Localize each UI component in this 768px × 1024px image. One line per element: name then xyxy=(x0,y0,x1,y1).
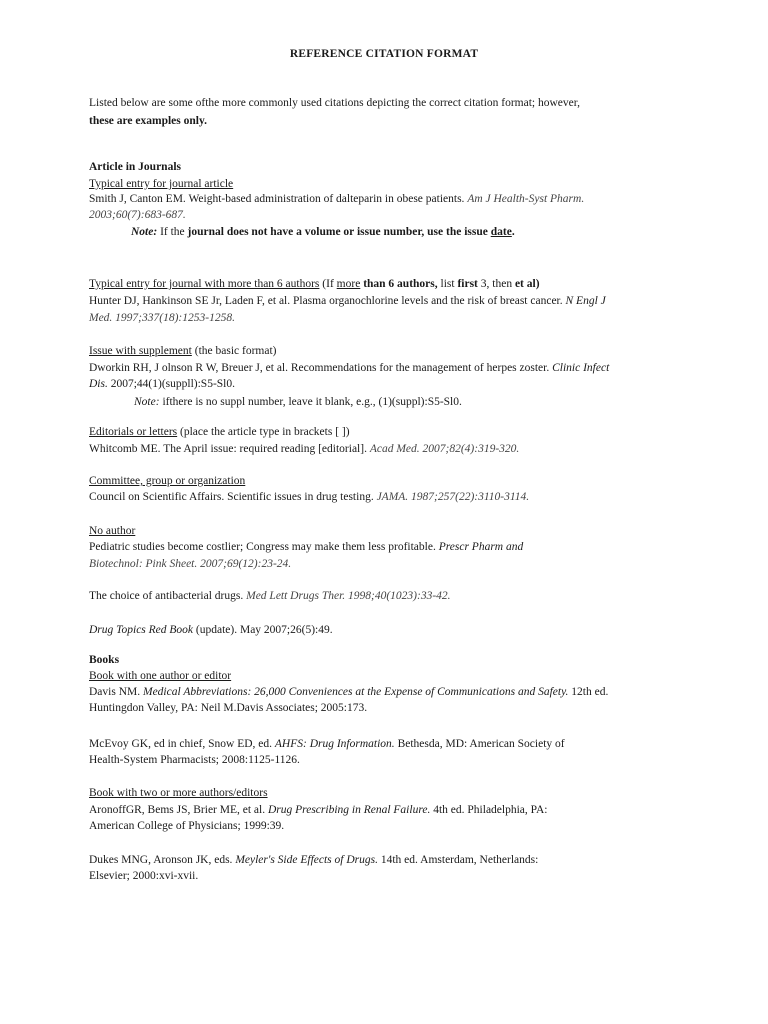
subheading-one-author: Book with one author or editor xyxy=(89,670,232,682)
citation-aronoff: AronoffGR, Bems JS, Brier ME, et al. Drug Prescribing in Renal Failure. 4th ed. Philadelphia, PA: xyxy=(89,804,548,816)
citation-mcevoy: McEvoy GK, ed in chief, Snow ED, ed. AHFS: Drug Information. Bethesda, MD: American Society of xyxy=(89,738,565,750)
subheading-typical-entry: Typical entry for journal article xyxy=(89,178,234,190)
subheading-six-authors: Typical entry for journal with more than 6 authors (If more than 6 authors, list first 3, then et al) xyxy=(89,278,540,290)
citation-davis-line-2: Huntingdon Valley, PA: Neil M.Davis Associates; 2005:173. xyxy=(89,702,368,714)
citation-red-book: Drug Topics Red Book (update). May 2007;26(5):49. xyxy=(89,624,333,636)
citation-smith: Smith J, Canton EM. Weight-based administration of dalteparin in obese patients. Am J Health-Syst Pharm. xyxy=(89,193,585,205)
section-heading-books: Books xyxy=(89,654,120,666)
page-title: REFERENCE CITATION FORMAT xyxy=(289,48,479,60)
citation-aronoff-line-2: American College of Physicians; 1999:39. xyxy=(89,820,285,832)
citation-dukes: Dukes MNG, Aronson JK, eds. Meyler's Side Effects of Drugs. 14th ed. Amsterdam, Netherlands: xyxy=(89,854,539,866)
citation-hunter-line-2: Med. 1997;337(18):1253-1258. xyxy=(89,312,235,324)
citation-dworkin: Dworkin RH, J olnson R W, Breuer J, et al. Recommendations for the management of herpes zoster. Clinic Infect xyxy=(89,362,610,374)
citation-dukes-line-2: Elsevier; 2000:xvi-xvii. xyxy=(89,870,199,882)
citation-davis: Davis NM. Medical Abbreviations: 26,000 Conveniences at the Expense of Communications and Safety. 12th ed. xyxy=(89,686,609,698)
citation-antibacterial: The choice of antibacterial drugs. Med Lett Drugs Ther. 1998;40(1023):33-42. xyxy=(89,590,451,602)
subheading-no-author: No author xyxy=(89,525,136,537)
intro-line-2: these are examples only. xyxy=(89,115,207,127)
subheading-two-authors: Book with two or more authors/editors xyxy=(89,787,268,799)
citation-mcevoy-line-2: Health-System Pharmacists; 2008:1125-1126. xyxy=(89,754,300,766)
note-issue-date: Note: If the journal does not have a volume or issue number, use the issue date. xyxy=(131,226,515,238)
citation-council: Council on Scientific Affairs. Scientific issues in drug testing. JAMA. 1987;257(22):3110-3114. xyxy=(89,491,530,503)
subheading-committee: Committee, group or organization xyxy=(89,475,246,487)
citation-smith-line-2: 2003;60(7):683-687. xyxy=(89,209,186,221)
section-heading-journals: Article in Journals xyxy=(89,161,181,173)
citation-hunter: Hunter DJ, Hankinson SE Jr, Laden F, et al. Plasma organochlorine levels and the risk of breast cancer. N Engl J xyxy=(89,295,606,307)
citation-dworkin-line-2: Dis. 2007;44(1)(suppll):S5-Sl0. xyxy=(89,378,235,390)
intro-line-1: Listed below are some ofthe more commonly used citations depicting the correct citation format; however, xyxy=(89,97,581,109)
subheading-supplement: Issue with supplement (the basic format) xyxy=(89,345,277,357)
note-suppl: Note: ifthere is no suppl number, leave it blank, e.g., (1)(suppl):S5-Sl0. xyxy=(134,396,462,408)
subheading-editorials: Editorials or letters (place the article type in brackets [ ]) xyxy=(89,426,350,438)
citation-pediatric-line-2: Biotechnol: Pink Sheet. 2007;69(12):23-24. xyxy=(89,558,292,570)
citation-pediatric: Pediatric studies become costlier; Congress may make them less profitable. Prescr Pharm and xyxy=(89,541,524,553)
citation-whitcomb: Whitcomb ME. The April issue: required reading [editorial]. Acad Med. 2007;82(4):319-320. xyxy=(89,443,520,455)
